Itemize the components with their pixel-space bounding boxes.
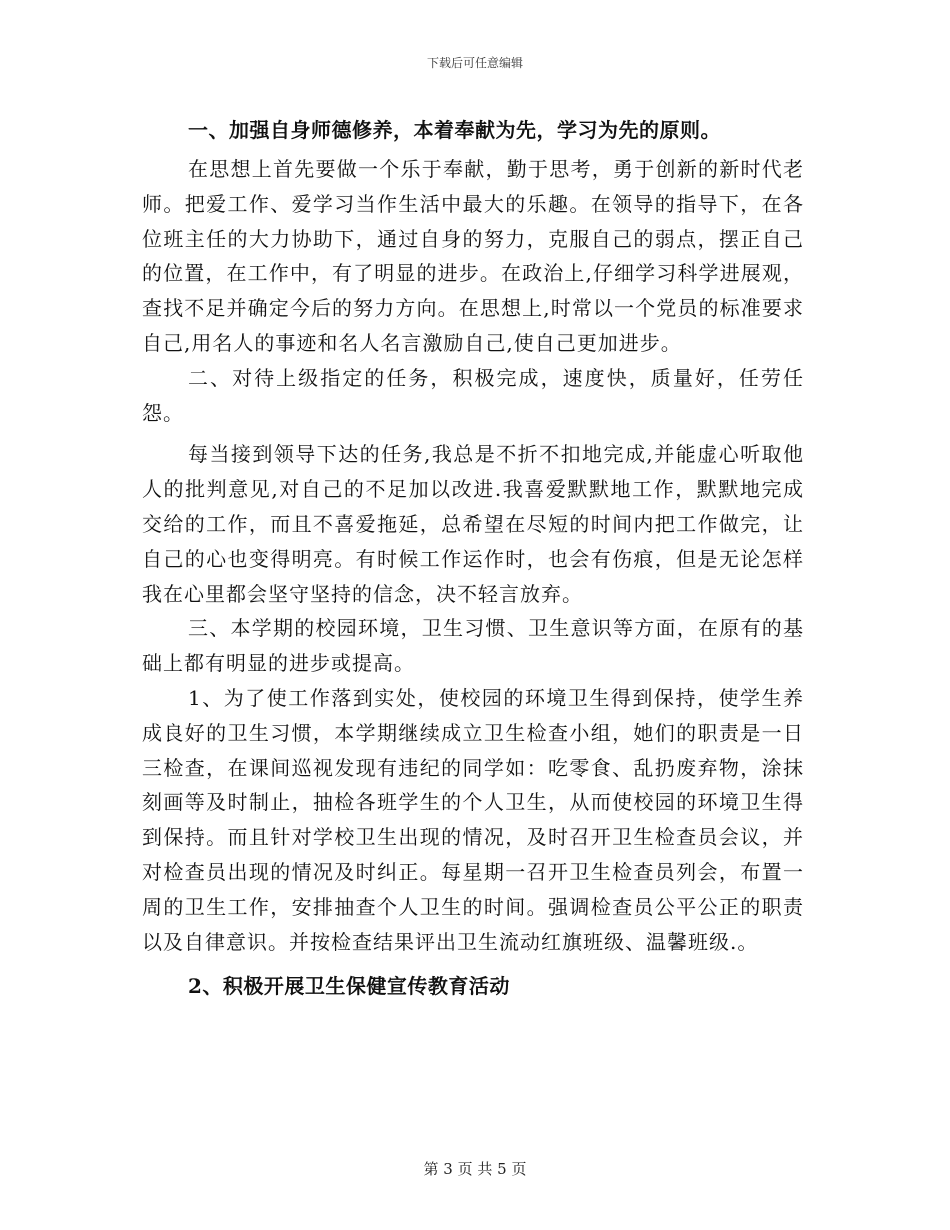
page-header-note: 下载后可任意编辑 bbox=[426, 56, 523, 70]
paragraph-3: 每当接到领导下达的任务,我总是不折不扣地完成,并能虚心听取他人的批判意见,对自己的不足加以改进.我喜爱默默地工作，默默地完成交给的工作，而且不喜爱拖延，总希望在尽短的时间内把工作做完，让自己的心也变得明亮。有时候工作运作时，也会有伤痕，但是无论怎样我在心里都会坚守坚持的信念，决不轻言放弃。 bbox=[142, 442, 804, 606]
section-heading-2: 2、积极开展卫生保健宣传教育活动 bbox=[188, 974, 510, 999]
paragraph-1: 在思想上首先要做一个乐于奉献，勤于思考，勇于创新的新时代老师。把爱工作、爱学习当作生活中最大的乐趣。在领导的指导下，在各位班主任的大力协助下，通过自身的努力，克服自己的弱点，摆正自己的位置，在工作中，有了明显的进步。在政治上,仔细学习科学进展观，查找不足并确定今后的努力方向。在思想上,时常以一个党员的标准要求自己,用名人的事迹和名人名言激励自己,使自己更加进步。 bbox=[142, 157, 804, 355]
document-body bbox=[142, 115, 804, 1001]
page-number: 第 3 页 共 5 页 bbox=[423, 1160, 527, 1178]
paragraph-4: 三、本学期的校园环境，卫生习惯、卫生意识等方面，在原有的基础上都有明显的进步或提高。 bbox=[142, 616, 804, 676]
paragraph-5: 1、为了使工作落到实处，使校园的环境卫生得到保持，使学生养成良好的卫生习惯，本学期继续成立卫生检查小组，她们的职责是一日三检查，在课间巡视发现有违纪的同学如：吃零食、乱扔废弃物，涂抹刻画等及时制止，抽检各班学生的个人卫生，从而使校园的环境卫生得到保持。而且针对学校卫生出现的情况，及时召开卫生检查员会议，并对检查员出现的情况及时纠正。每星期一召开卫生检查员列会，布置一周的卫生工作，安排抽查个人卫生的时间。强调检查员公平公正的职责以及自律意识。并按检查结果评出卫生流动红旗班级、温馨班级.。 bbox=[142, 685, 804, 954]
paragraph-2: 二、对待上级指定的任务，积极完成，速度快，质量好，任劳任怨。 bbox=[142, 365, 804, 425]
section-heading-1: 一、加强自身师德修养，本着奉献为先，学习为先的原则。 bbox=[188, 118, 721, 142]
